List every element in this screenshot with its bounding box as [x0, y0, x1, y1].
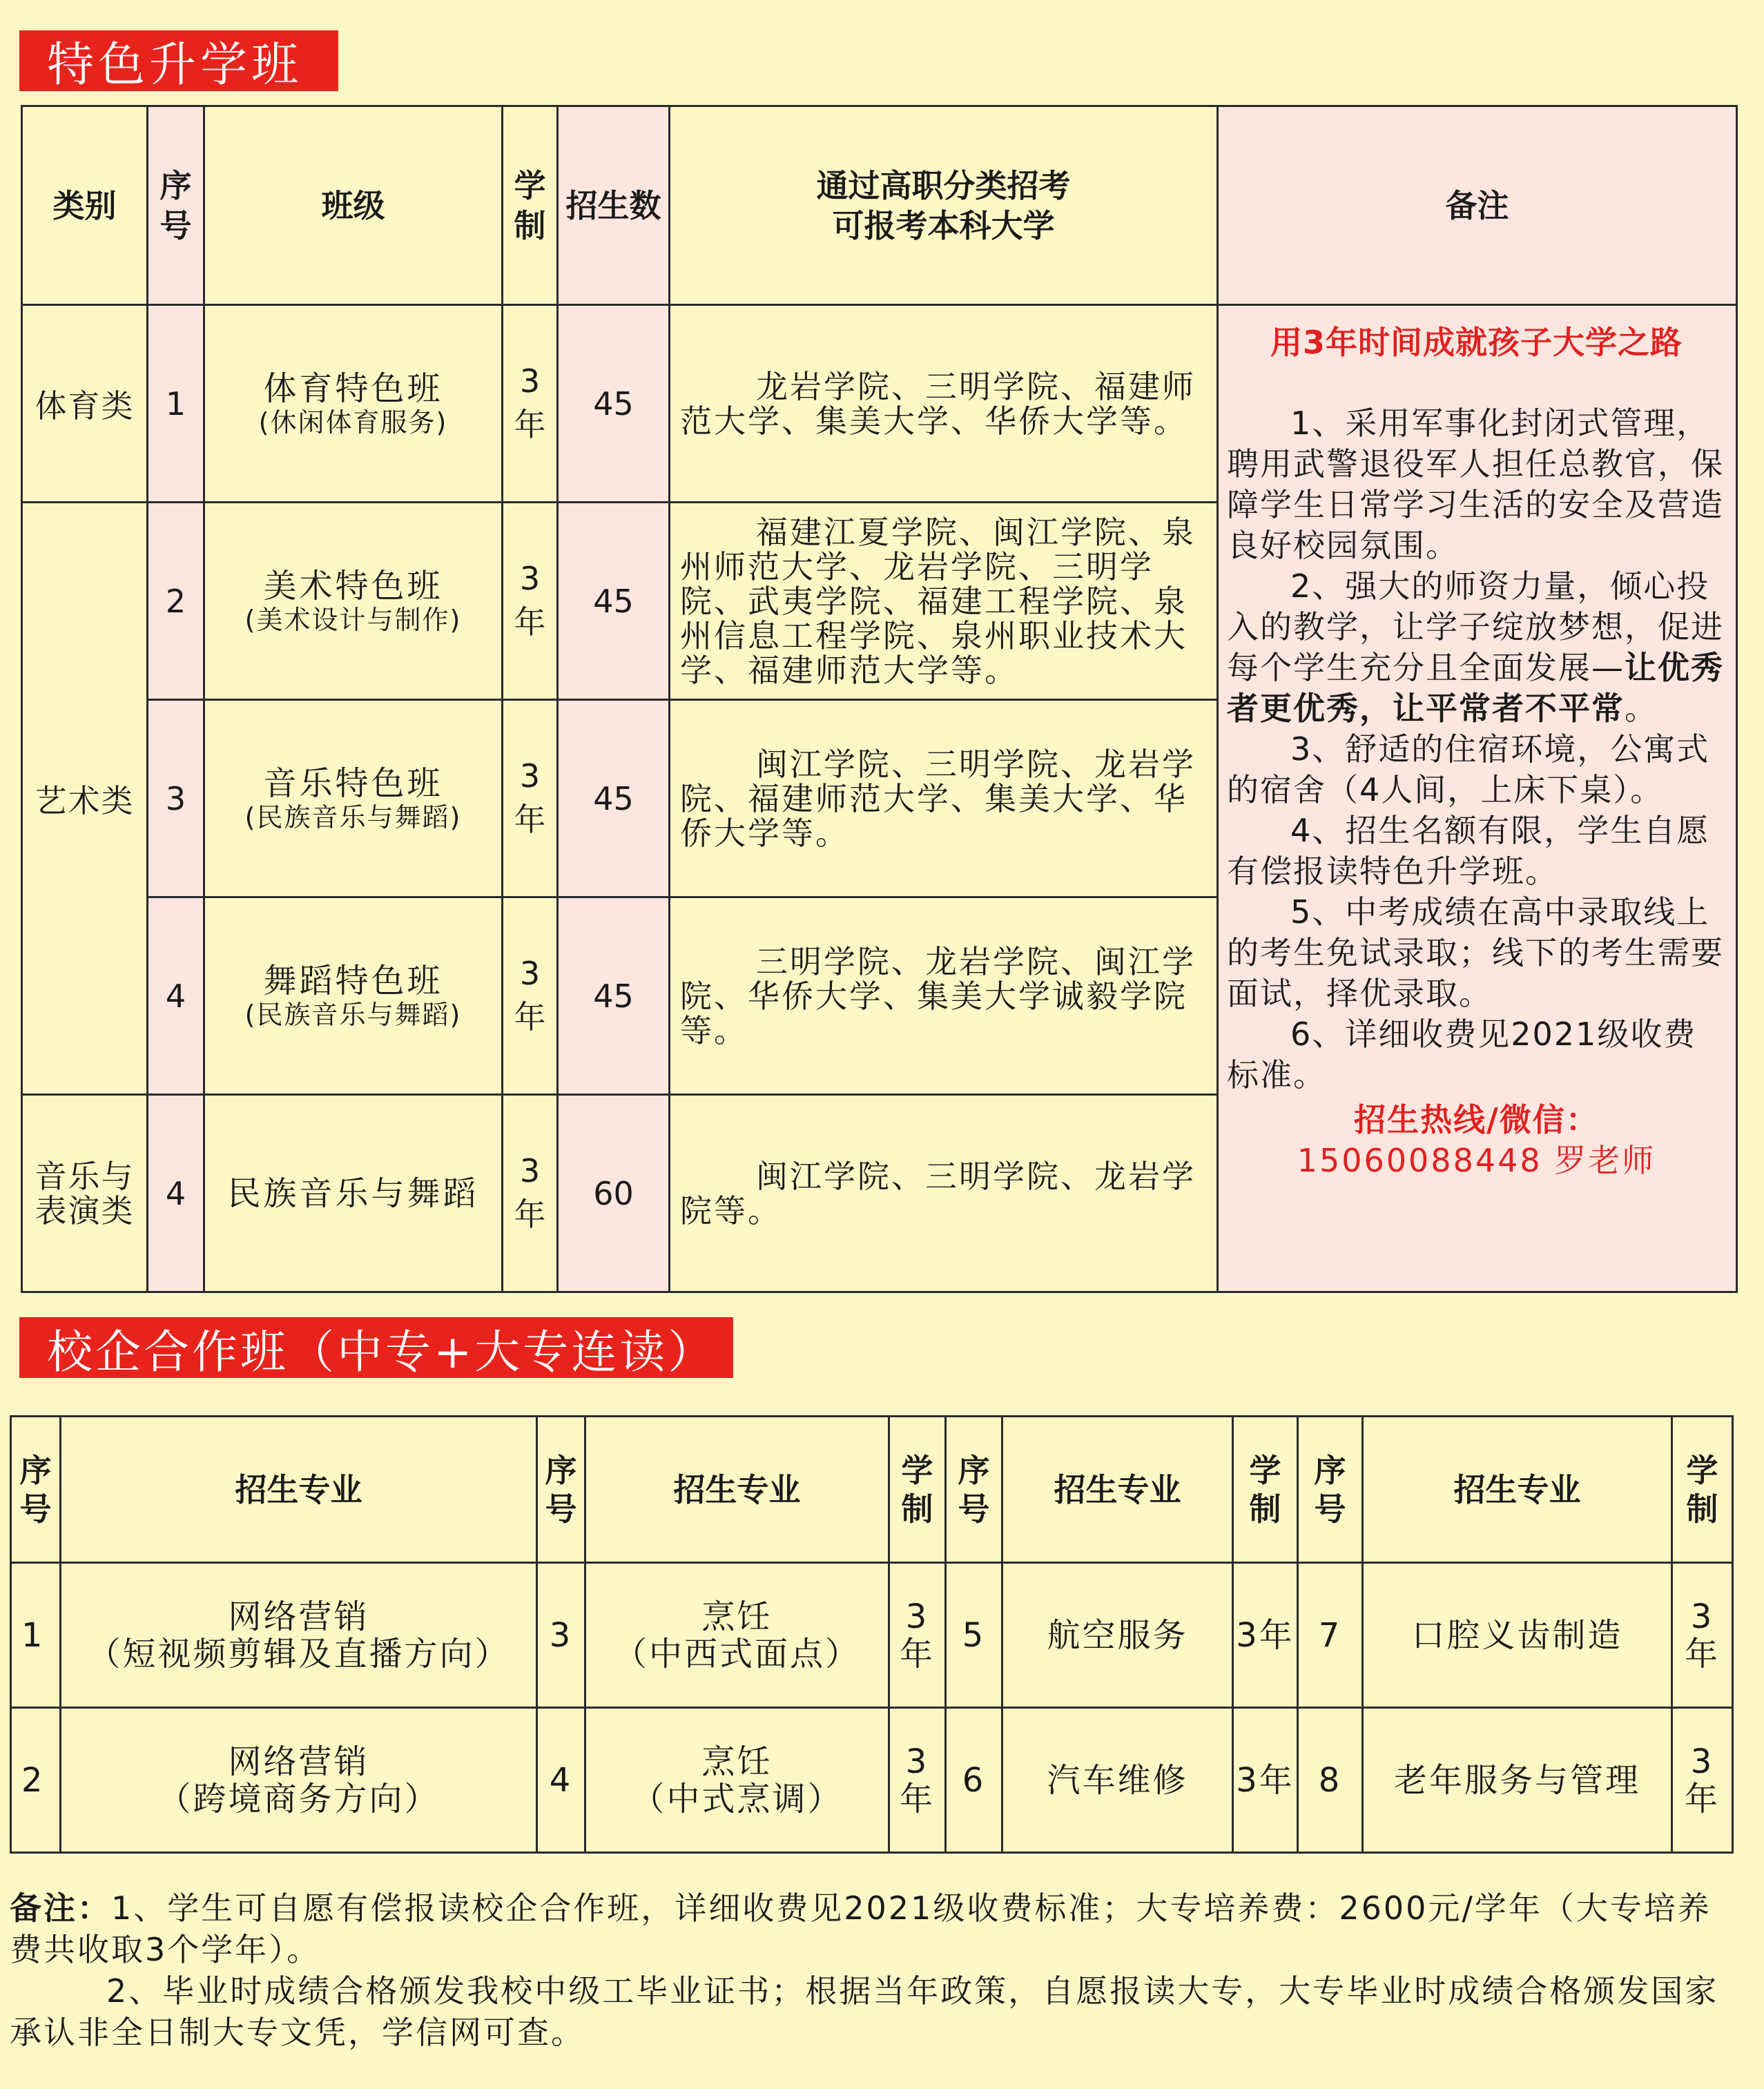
- hotline-label: 招生热线/微信：: [1354, 1101, 1599, 1138]
- class-cell: 民族音乐与舞蹈: [204, 1095, 503, 1292]
- universities-cell: 龙岩学院、三明学院、福建师范大学、集美大学、华侨大学等。: [670, 305, 1218, 503]
- universities-cell: 三明学院、龙岩学院、闽江学院、华侨大学、集美大学诚毅学院等。: [670, 897, 1218, 1095]
- duration-cell: 3年: [503, 305, 558, 503]
- footer-note-2: 2、毕业时成绩合格颁发我校中级工毕业证书；根据当年政策，自愿报读大专，大专毕业时成绩合格颁发国家承认非全日制大专文凭，学信网可查。: [10, 1972, 1719, 2051]
- footer-note-1: 备注：1、学生可自愿有偿报读校企合作班，详细收费见2021级收费标准；大专培养费：2600元/学年（大专培养费共收取3个学年）。: [10, 1889, 1712, 1968]
- seq-cell: 4: [537, 1708, 585, 1853]
- table-row: [11, 1708, 1733, 1853]
- duration-cell: 3年: [503, 503, 558, 700]
- table-row: [11, 1563, 1733, 1708]
- duration-cell: 3年: [889, 1563, 946, 1708]
- major-cell: 口腔义齿制造: [1363, 1563, 1672, 1708]
- note-item: 1、采用军事化封闭式管理，聘用武警退役军人担任总教官，保障学生日常学习生活的安全及营造良好校园氛围。: [1227, 405, 1724, 564]
- table-row: [22, 305, 1737, 503]
- section-title-cooperation: 校企合作班（中专+大专连读）: [19, 1317, 733, 1378]
- major-cell: 烹饪 （中式烹调）: [585, 1708, 889, 1853]
- header-seq: 序 号: [946, 1417, 1002, 1563]
- duration-cell: 3年: [503, 700, 558, 897]
- seq-cell: 4: [148, 1095, 204, 1292]
- header-enroll: 招生数: [558, 106, 670, 305]
- seq-cell: 8: [1298, 1708, 1363, 1853]
- duration-cell: 3年: [1233, 1563, 1298, 1708]
- note-item: 4、招生名额有限，学生自愿有偿报读特色升学班。: [1227, 812, 1710, 890]
- header-duration: 学 制: [889, 1417, 946, 1563]
- major-cell: 网络营销 （短视频剪辑及直播方向）: [61, 1563, 537, 1708]
- header-seq: 序 号: [11, 1417, 61, 1563]
- duration-cell: 3年: [889, 1708, 946, 1853]
- note-item: 6、详细收费见2021级收费标准。: [1227, 1016, 1697, 1094]
- note-item: 2、强大的师资力量，倾心投入的教学，让学子绽放梦想，促进每个学生充分且全面发展—让优秀者更优秀，让平常者不平常。: [1227, 567, 1724, 727]
- class-cell: 舞蹈特色班 (民族音乐与舞蹈): [204, 897, 503, 1095]
- table-header-row: [22, 106, 1737, 305]
- count-cell: 45: [558, 503, 670, 700]
- seq-cell: 2: [148, 503, 204, 700]
- duration-cell: 3年: [1672, 1563, 1733, 1708]
- seq-cell: 2: [11, 1708, 61, 1853]
- class-cell: 体育特色班 (休闲体育服务): [204, 305, 503, 503]
- header-seq: 序 号: [537, 1417, 585, 1563]
- count-cell: 45: [558, 700, 670, 897]
- header-duration: 学 制: [503, 106, 558, 305]
- category-cell: 音乐与 表演类: [22, 1095, 148, 1292]
- section-title-special: 特色升学班: [19, 30, 338, 91]
- class-cell: 音乐特色班 (民族音乐与舞蹈): [204, 700, 503, 897]
- count-cell: 45: [558, 897, 670, 1095]
- major-cell: 烹饪 （中西式面点）: [585, 1563, 889, 1708]
- class-cell: 美术特色班 (美术设计与制作): [204, 503, 503, 700]
- notes-slogan: 用3年时间成就孩子大学之路: [1270, 324, 1683, 361]
- header-major: 招生专业: [61, 1417, 537, 1563]
- header-seq: 序 号: [1298, 1417, 1363, 1563]
- duration-cell: 3年: [1233, 1708, 1298, 1853]
- count-cell: 60: [558, 1095, 670, 1292]
- note-item: 5、中考成绩在高中录取线上的考生免试录取；线下的考生需要面试，择优录取。: [1227, 893, 1724, 1012]
- header-duration: 学 制: [1672, 1417, 1733, 1563]
- seq-cell: 5: [946, 1563, 1002, 1708]
- count-cell: 45: [558, 305, 670, 503]
- footer-label: 备注：: [10, 1889, 111, 1927]
- category-cell: 艺术类: [22, 503, 148, 1095]
- duration-cell: 3年: [1672, 1708, 1733, 1853]
- seq-cell: 7: [1298, 1563, 1363, 1708]
- note-item: 3、舒适的住宿环境，公寓式的宿舍（4人间，上床下桌）。: [1227, 730, 1710, 808]
- cooperation-classes-table: [10, 1415, 1734, 1854]
- header-seq: 序 号: [148, 106, 204, 305]
- header-class: 班级: [204, 106, 503, 305]
- header-duration: 学 制: [1233, 1417, 1298, 1563]
- special-classes-table: [21, 105, 1738, 1293]
- hotline-number: 15060088448 罗老师: [1297, 1142, 1656, 1179]
- header-major: 招生专业: [1363, 1417, 1672, 1563]
- seq-cell: 3: [148, 700, 204, 897]
- header-category: 类别: [22, 106, 148, 305]
- table-header-row: [11, 1417, 1733, 1563]
- seq-cell: 3: [537, 1563, 585, 1708]
- seq-cell: 1: [11, 1563, 61, 1708]
- notes-cell: [1218, 305, 1737, 1292]
- header-major: 招生专业: [585, 1417, 889, 1563]
- major-cell: 汽车维修: [1002, 1708, 1233, 1853]
- universities-cell: 福建江夏学院、闽江学院、泉州师范大学、龙岩学院、三明学院、武夷学院、福建工程学院、泉州信息工程学院、泉州职业技术大学、福建师范大学等。: [670, 503, 1218, 700]
- major-cell: 航空服务: [1002, 1563, 1233, 1708]
- category-cell: 体育类: [22, 305, 148, 503]
- seq-cell: 1: [148, 305, 204, 503]
- header-notes: 备注: [1218, 106, 1737, 305]
- duration-cell: 3年: [503, 1095, 558, 1292]
- universities-cell: 闽江学院、三明学院、龙岩学院等。: [670, 1095, 1218, 1292]
- universities-cell: 闽江学院、三明学院、龙岩学院、福建师范大学、集美大学、华侨大学等。: [670, 700, 1218, 897]
- major-cell: 老年服务与管理: [1363, 1708, 1672, 1853]
- header-universities: 通过高职分类招考 可报考本科大学: [670, 106, 1218, 305]
- seq-cell: 4: [148, 897, 204, 1095]
- header-major: 招生专业: [1002, 1417, 1233, 1563]
- footer-notes: [10, 1887, 1722, 2053]
- major-cell: 网络营销 （跨境商务方向）: [61, 1708, 537, 1853]
- duration-cell: 3年: [503, 897, 558, 1095]
- seq-cell: 6: [946, 1708, 1002, 1853]
